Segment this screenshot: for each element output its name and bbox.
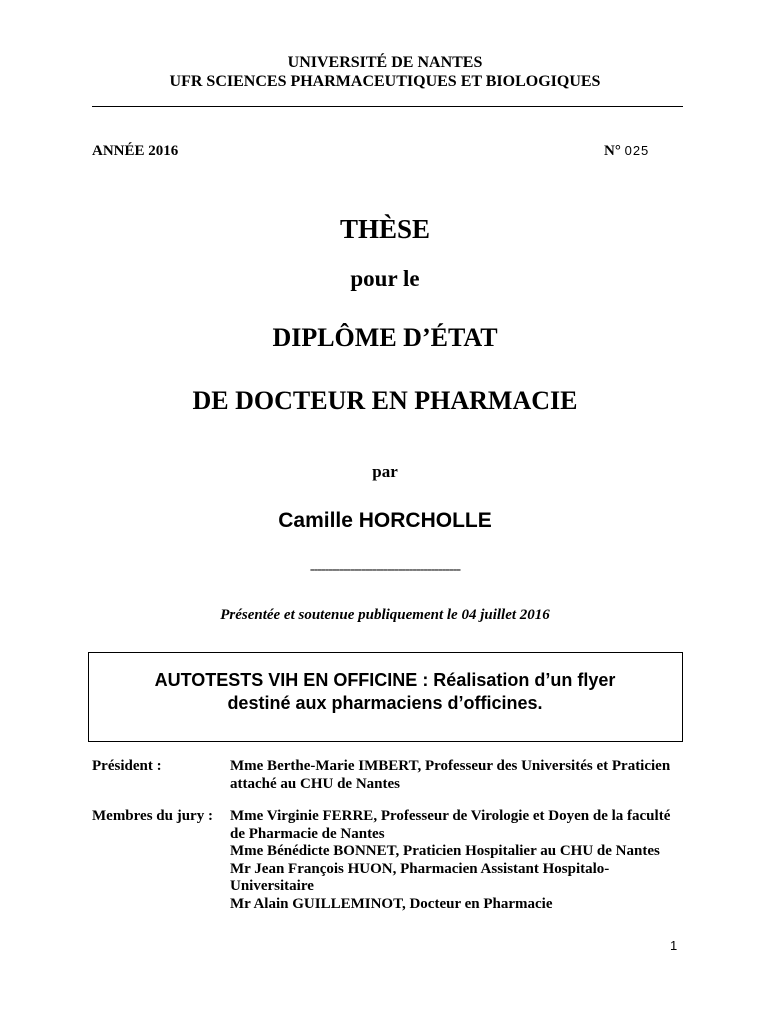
year-label: ANNÉE 2016 xyxy=(92,143,179,159)
jury-member: Mme Bénédicte BONNET, Praticien Hospitalier au CHU de Nantes xyxy=(230,843,660,859)
jury-members-list xyxy=(230,808,680,913)
jury-member: Mr Jean François HUON, Pharmacien Assistant Hospitalo-Universitaire xyxy=(230,860,610,894)
thesis-number xyxy=(604,143,649,160)
thesis-title-line-2: destiné aux pharmaciens d’officines. xyxy=(227,693,543,713)
header-divider xyxy=(92,106,683,107)
separator-line: ----------------------------------------- xyxy=(309,562,461,577)
president-label: Président : xyxy=(92,758,162,774)
author-name: Camille HORCHOLLE xyxy=(278,509,492,532)
these-heading: THÈSE xyxy=(339,214,431,244)
jury-member: Mr Alain GUILLEMINOT, Docteur en Pharmacie xyxy=(230,895,553,912)
pour-le: pour le xyxy=(350,266,420,291)
president-name: Mme Berthe-Marie IMBERT, Professeur des Universités et Praticien attaché au CHU de Nantes xyxy=(230,758,671,792)
faculty-name: UFR SCIENCES PHARMACEUTIQUES ET BIOLOGIQUES xyxy=(169,73,601,90)
jury-member: Mme Virginie FERRE, Professeur de Virologie et Doyen de la faculté de Pharmacie de Nantes xyxy=(230,808,671,842)
university-name: UNIVERSITÉ DE NANTES xyxy=(287,54,483,71)
page-number: 1 xyxy=(670,938,678,953)
diploma-line-2: DE DOCTEUR EN PHARMACIE xyxy=(192,386,578,415)
number-label: N° xyxy=(604,143,621,159)
number-value: 025 xyxy=(624,143,650,158)
defense-date: Présentée et soutenue publiquement le 04 juillet 2016 xyxy=(220,607,550,623)
members-label: Membres du jury : xyxy=(92,808,213,824)
par-label: par xyxy=(372,462,398,481)
thesis-title-line-1: AUTOTESTS VIH EN OFFICINE : Réalisation d’un flyer xyxy=(154,670,616,690)
diploma-line-1: DIPLÔME D’ÉTAT xyxy=(272,323,498,352)
